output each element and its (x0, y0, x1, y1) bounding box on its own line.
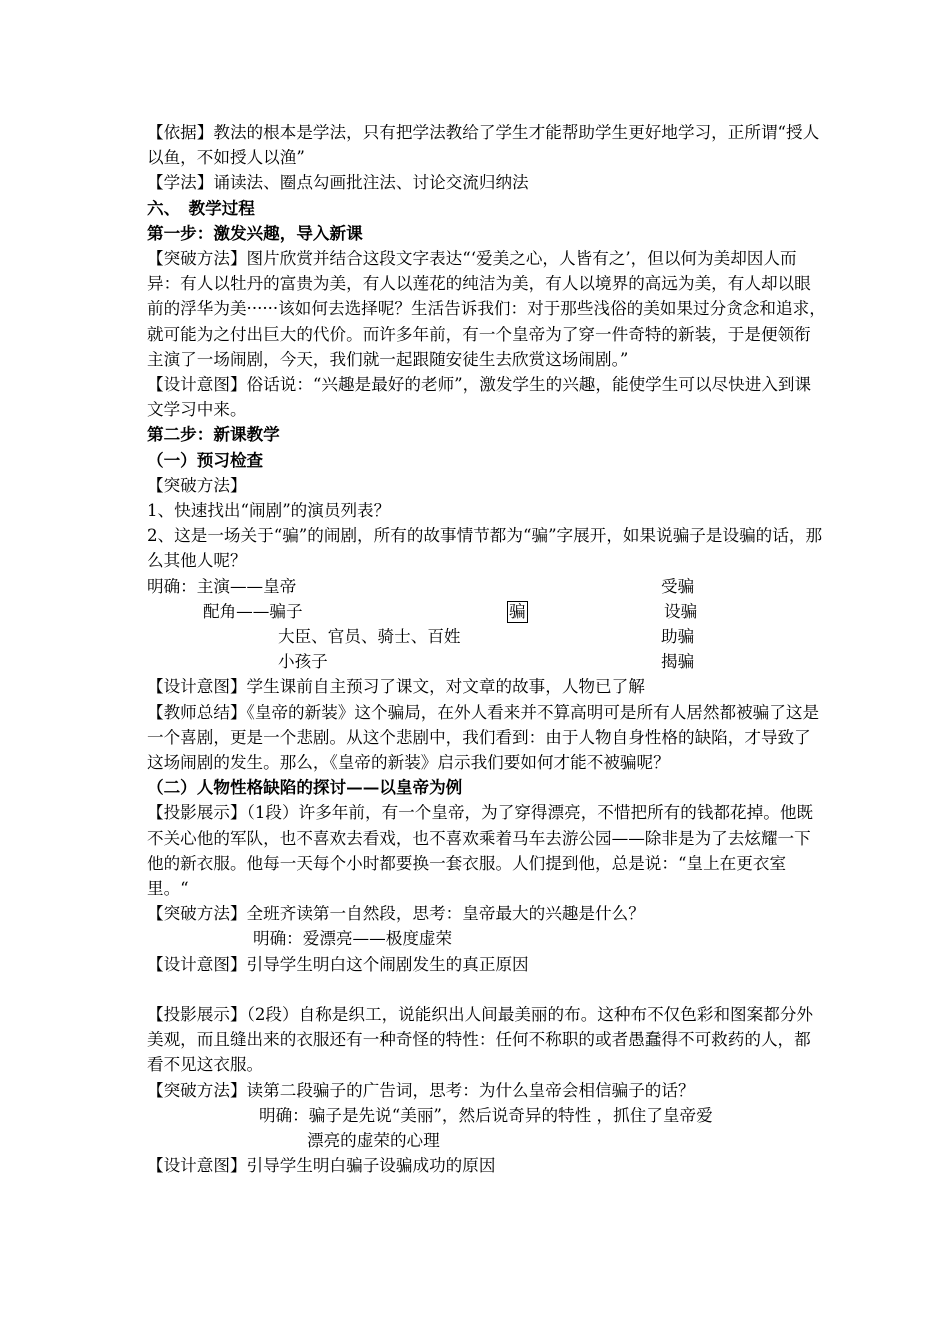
paragraph-clarify-2b: 漂亮的虚荣的心理 (307, 1131, 440, 1151)
paragraph-clarify-2a: 明确：骗子是先说“美丽”，然后说奇异的特性 ，抓住了皇帝爱 (259, 1105, 713, 1125)
cast-role-swindler: 配角——骗子 (203, 601, 303, 621)
subheading-character-flaws: （二）人物性格缺陷的探讨——以皇帝为例 (147, 777, 463, 798)
paragraph-design-intent-4: 【设计意图】引导学生明白骗子设骗成功的原因 (147, 1156, 496, 1176)
step2-heading: 第二步：新课教学 (147, 424, 280, 445)
subheading-preview-check: （一）预习检查 (147, 449, 264, 470)
cast-status-deceived: 受骗 (661, 576, 695, 596)
paragraph-breakthrough-1: 【突破方法】图片欣赏并结合这段文字表达“‘爱美之心，人皆有之’，但以何为美却因人而异：有人以牡丹的富贵为美，有人以莲花的纯洁为美，有人以境界的高远为美，有人却以眼前的浮华为美······该如何去选择呢？生活告诉我们：对于那些浅俗的美如果过分贪念和追求，就可能为之付出巨大的代价。而许多年前，有一个皇帝为了穿一件奇特的新装，于是便领衔主演了一场闹剧，今天，我们就一起跟随安徒生去欣赏这场闹剧。” (147, 249, 826, 369)
cast-row-swindler (147, 599, 827, 624)
cast-role-emperor: 明确：主演——皇帝 (147, 576, 297, 596)
paragraph-breakthrough-3: 【突破方法】读第二段骗子的广告词，思考：为什么皇帝会相信骗子的话？ (147, 1080, 695, 1100)
cast-row-child (147, 649, 827, 674)
paragraph-breakthrough-label: 【突破方法】 (147, 475, 247, 495)
paragraph-breakthrough-2: 【突破方法】全班齐读第一自然段，思考：皇帝最大的兴趣是什么？ (147, 904, 645, 924)
boxed-character: 骗 (509, 601, 526, 621)
cast-row-officials (147, 624, 827, 649)
paragraph-basis: 【依据】教法的根本是学法，只有把学法教给了学生才能帮助学生更好地学习，正所谓“授人以鱼，不如授人以渔” (147, 123, 820, 168)
document-body (147, 120, 827, 1178)
paragraph-projection-2: 【投影展示】（2段）自称是织工，说能织出人间最美丽的布。这种布不仅色彩和图案都分外美观，而且缝出来的衣服还有一种奇怪的特性：任何不称职的或者愚蠢得不可救药的人，都看不见这衣服。 (147, 1005, 814, 1075)
paragraph-design-intent-2: 【设计意图】学生课前自主预习了课文，对文章的故事，人物已了解 (147, 677, 645, 697)
paragraph-teacher-summary: 【教师总结】《皇帝的新装》这个骗局，在外人看来并不算高明可是所有人居然都被骗了这是一个喜剧，更是一个悲剧。从这个悲剧中，我们看到：由于人物自身性格的缺陷，才导致了这场闹剧的发生。那么，《皇帝的新装》启示我们要如何才能不被骗呢？ (147, 702, 820, 773)
step1-heading: 第一步：激发兴趣，导入新课 (147, 222, 363, 243)
paragraph-design-intent-3: 【设计意图】引导学生明白这个闹剧发生的真正原因 (147, 954, 529, 974)
cast-status-assist: 助骗 (661, 627, 695, 647)
cast-role-child: 小孩子 (278, 652, 328, 672)
paragraph-learning-method: 【学法】诵读法、圈点勾画批注法、讨论交流归纳法 (147, 173, 529, 193)
cast-role-officials: 大臣、官员、骑士、百姓 (278, 627, 461, 647)
paragraph-projection-1: 【投影展示】（1段）许多年前，有一个皇帝，为了穿得漂亮，不惜把所有的钱都花掉。他既不关心他的军队，也不喜欢去看戏，也不喜欢乘着马车去游公园——除非是为了去炫耀一下他的新衣服。他每一天每个小时都要换一套衣服。人们提到他，总是说：“皇上在更衣室里。“ (147, 803, 814, 899)
paragraph-clarify-1: 明确：爱漂亮——极度虚荣 (253, 929, 453, 949)
cast-row-emperor (147, 574, 827, 599)
cast-center-boxed (507, 599, 528, 624)
question-2: 2、这是一场关于“骗”的闹剧，所有的故事情节都为“骗”字展开，如果说骗子是设骗的话，那么其他人呢？ (147, 526, 823, 571)
cast-status-setup: 设骗 (664, 601, 698, 621)
cast-status-expose: 揭骗 (661, 652, 695, 672)
paragraph-design-intent-1: 【设计意图】俗话说：“兴趣是最好的老师”，激发学生的兴趣，能使学生可以尽快进入到课文学习中来。 (147, 375, 812, 420)
section-heading-teaching-process: 六、 教学过程 (147, 197, 255, 218)
question-1: 1、快速找出“闹剧”的演员列表？ (147, 501, 391, 521)
blank-line (147, 977, 827, 1002)
